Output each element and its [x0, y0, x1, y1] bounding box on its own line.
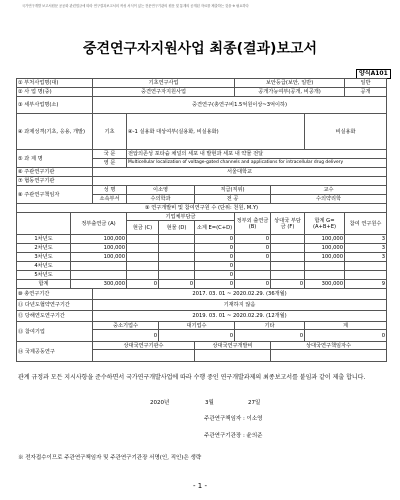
program-label: ② 사 업 명(중) [17, 88, 93, 97]
budget-year-cash [127, 262, 159, 271]
budget-year-gov: 100,000 [71, 253, 127, 262]
budget-sum-sub: 0 [195, 280, 235, 289]
multi-label: ⑪ 다년도협약연구기간 [17, 300, 93, 311]
budget-sum-other: 0 [271, 280, 305, 289]
date-month: 3월 [205, 400, 214, 406]
researcher-name-header: 성 명 [93, 186, 127, 195]
ministry-label: ① 부처사업명(대) [17, 79, 93, 88]
period-value: 2017. 03. 01 ~ 2020.02.29. (36개월) [93, 289, 387, 300]
researcher-label: ⑧ 주관연구책임자 [17, 186, 93, 204]
public-label: 공개가능여부(공개, 비공개) [235, 88, 345, 97]
budget-year-gov [71, 271, 127, 280]
current-value: 2019. 03. 01 ~ 2020.02.29. (12개월) [93, 311, 387, 322]
date-year: 2020년 [150, 400, 170, 406]
date-day: 27일 [248, 400, 261, 406]
budget-year-total [305, 271, 345, 280]
budget-year-local [235, 262, 271, 271]
budget-year-sub: 0 [195, 253, 235, 262]
category-label: ④ 과제성격(기초, 응용, 개발) [17, 114, 93, 150]
budget-year-staff [345, 271, 387, 280]
budget-header-local: 정부외 출연금 (B) [235, 213, 271, 235]
budget-header-gov: 정부출연금 (A) [71, 213, 127, 235]
category-value: 기초 [93, 114, 127, 150]
host-value: 서울대학교 [93, 168, 387, 177]
period-label: ⑩ 총연구기간 [17, 289, 93, 300]
program-value: 중견연구자지원사업 [93, 88, 235, 97]
budget-year-other [271, 262, 305, 271]
task-kr-label: 국 문 [93, 150, 127, 159]
budget-year-total: 100,000 [305, 253, 345, 262]
budget-year-staff: 3 [345, 244, 387, 253]
budget-year-cash [127, 244, 159, 253]
budget-sum-kind: 0 [159, 280, 195, 289]
budget-sum-gov: 300,000 [71, 280, 127, 289]
current-label: ⑫ 당해연도연구기간 [17, 311, 93, 322]
budget-year-local: 0 [235, 244, 271, 253]
budget-year-cash [127, 271, 159, 280]
budget-year-label: 2차년도 [17, 244, 71, 253]
intl-org-value [93, 350, 195, 362]
budget-year-sub: 0 [195, 271, 235, 280]
coop-label: ⑦ 협동연구기관 [17, 177, 93, 186]
subprogram-value: 중견연구(총연구비1.5억원이상~3억이하) [93, 97, 387, 114]
signature-institution-head: 주관연구기관장 : 윤의준 [204, 433, 263, 439]
researcher-name: 이소영 [127, 186, 195, 195]
ministry-value: 기초연구사업 [93, 79, 235, 88]
budget-sum-cash: 0 [127, 280, 159, 289]
budget-year-staff [345, 262, 387, 271]
security-value: 일반 [345, 79, 387, 88]
budget-year-gov: 100,000 [71, 235, 127, 244]
budget-year-kind [159, 235, 195, 244]
budget-year-label: 4차년도 [17, 262, 71, 271]
budget-year-sub: 0 [195, 244, 235, 253]
budget-year-row [17, 271, 387, 280]
budget-year-staff: 3 [345, 253, 387, 262]
top-note: 국가연구개발 보고서원문 공공화 관련법규에 따라 연구결과보고서의 작성 서식이 있는 전문연구기관의 원문 및 통계의 공개된 자료를 제출하는 것을 ※ 필요하다 [22, 4, 249, 8]
intl-staff-header: 상대국연구개발비 [195, 342, 271, 350]
subprogram-label: ③ 세부사업명(소) [17, 97, 93, 114]
budget-year-other [271, 253, 305, 262]
budget-year-local: 0 [235, 253, 271, 262]
budget-section-label: ⑨ 연구개발비 및 참여연구원 수 (단위: 천원, M.Y) [17, 204, 387, 213]
budget-year-other [271, 271, 305, 280]
budget-corner [17, 213, 71, 235]
page-title: 중견연구자지원사업 최종(결과)보고서 [82, 41, 318, 57]
researcher-major-header: 전 공 [195, 195, 271, 204]
budget-year-total [305, 262, 345, 271]
budget-year-row [17, 262, 387, 271]
partners-etc: 0 [235, 330, 305, 342]
budget-year-sub: 0 [195, 262, 235, 271]
intl-staff-value [195, 350, 271, 362]
report-form-table [16, 78, 387, 362]
partners-label: ⑬ 참여기업 [17, 322, 93, 342]
researcher-title-header: 직급(직위) [195, 186, 271, 195]
security-label: 보안등급(보안, 일반) [235, 79, 345, 88]
task-en-label: 영 문 [93, 159, 127, 168]
public-value: 공개 [345, 88, 387, 97]
budget-sum-total: 300,000 [305, 280, 345, 289]
footnote: ※ 전자접수이므로 주관연구책임자 및 주관연구기관장 서명(인, 직인)은 생략 [18, 455, 202, 461]
budget-year-cash [127, 235, 159, 244]
task-en-value: Multicellular localization of voltage-gated channels and applications for intracellular drug delivery [127, 159, 387, 168]
intl-res-header: 상대국연구책임자수 [271, 342, 387, 350]
budget-year-total: 100,000 [305, 244, 345, 253]
budget-year-other [271, 235, 305, 244]
host-label: ⑥ 주관연구기관 [17, 168, 93, 177]
budget-sum-label: 합계 [17, 280, 71, 289]
budget-year-label: 3차년도 [17, 253, 71, 262]
multi-value: 기재하지 않음 [93, 300, 387, 311]
task-label: ⑤ 과 제 명 [17, 150, 93, 168]
page-number: - 1 - [193, 482, 207, 490]
partners-large: 0 [159, 330, 235, 342]
budget-sum-staff: 9 [345, 280, 387, 289]
budget-sum-local: 0 [235, 280, 271, 289]
budget-year-cash [127, 253, 159, 262]
signature-researcher: 주관연구책임자 : 이소영 [204, 416, 263, 422]
budget-year-label: 1차년도 [17, 235, 71, 244]
budget-year-staff: 3 [345, 235, 387, 244]
coop-value [93, 177, 387, 186]
budget-header-staff: 참여 연구원수 [345, 213, 387, 235]
partners-large-header: 대기업수 [159, 322, 235, 330]
intl-label: ⑭ 국제공동연구 [17, 342, 93, 362]
researcher-major: 수의약리학 [271, 195, 387, 204]
researcher-title: 교수 [271, 186, 387, 195]
budget-header-corp: 기업체부담금 [127, 213, 235, 221]
partners-etc-header: 기타 [235, 322, 305, 330]
budget-year-kind [159, 244, 195, 253]
partners-mid-header: 중소기업수 [93, 322, 159, 330]
budget-year-kind [159, 271, 195, 280]
budget-year-local: 0 [235, 235, 271, 244]
budget-year-local [235, 271, 271, 280]
category-sub-value: 비실용화 [305, 114, 387, 150]
budget-year-sub: 0 [195, 235, 235, 244]
intl-org-header: 상대국연구기관수 [93, 342, 195, 350]
budget-header-total: 합계 G=(A+B+E) [305, 213, 345, 235]
budget-year-kind [159, 262, 195, 271]
budget-year-total: 100,000 [305, 235, 345, 244]
partners-total-header: 계 [305, 322, 387, 330]
researcher-dept: 수의학과 [127, 195, 195, 204]
budget-year-other [271, 244, 305, 253]
budget-year-kind [159, 253, 195, 262]
budget-header-cash: 현금 (C) [127, 221, 159, 235]
task-kr-value: 전압의존성 포타슘 채널의 세포 내 발현과 세포 내 약물 전달 [127, 150, 387, 159]
intl-res-value [271, 350, 387, 362]
partners-mid: 0 [93, 330, 159, 342]
partners-total: 0 [305, 330, 387, 342]
budget-year-row [17, 253, 387, 262]
budget-year-gov: 100,000 [71, 244, 127, 253]
form-number: 양식A101 [356, 69, 391, 79]
budget-header-sub: 소계 E=(C+D) [195, 221, 235, 235]
statement-text: 관계 규정과 모든 지시사항을 준수하면서 국가연구개발사업에 따라 수행 중인 연구개발과제의 최종보고서를 붙임과 같이 제출 합니다. [18, 374, 366, 381]
budget-year-row [17, 244, 387, 253]
budget-year-row [17, 235, 387, 244]
budget-year-label: 5차년도 [17, 271, 71, 280]
category-sub-label: ④-1 실용화 대상여부(실용화, 비실용화) [127, 114, 305, 150]
budget-header-kind: 현물 (D) [159, 221, 195, 235]
budget-year-gov [71, 262, 127, 271]
researcher-dept-header: 소속부서 [93, 195, 127, 204]
budget-header-other: 상대국 부담금 (F) [271, 213, 305, 235]
